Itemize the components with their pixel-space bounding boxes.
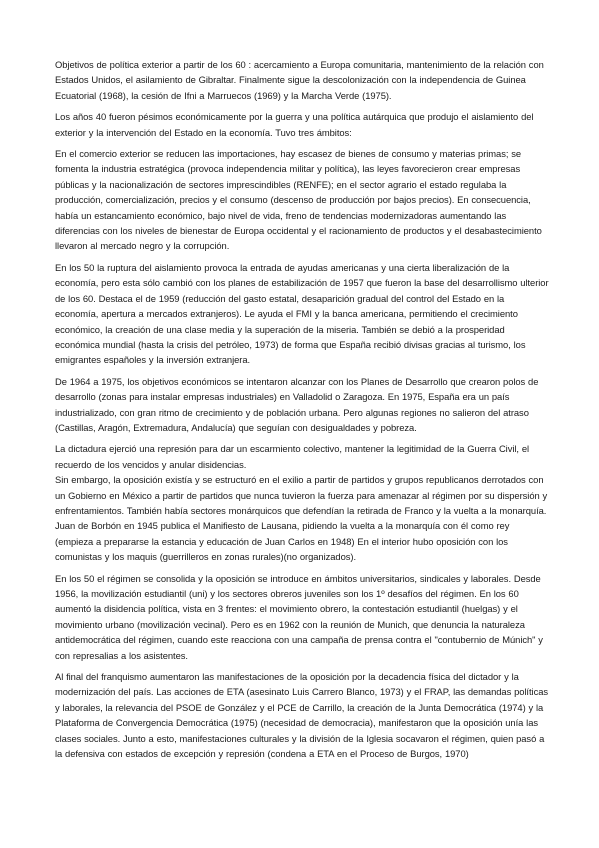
paragraph-opposition-exile: Sin embargo, la oposición existía y se estructuró en el exilio a partir de partidos y grupos republicanos derrotados con un Gobierno en México a partir de partidos que nunca tuvieron la fuerza para amenazar al régimen por su dispersión y enfrentamientos. También había sectores monárquicos que defendían la retirada de Franco y la vuelta a la monarquía. Juan de Borbón en 1945 publica el Manifiesto de Lausana, pidiendo la vuelta a la monarquía con él como rey (empieza a prepararse la estancia y educación de Juan Carlos en 1948) En el interior hubo oposición con los comunistas y los maquis (guerrilleros en zonas rurales)(no organizados).	[55, 474, 548, 563]
paragraph-late-francoism: Al final del franquismo aumentaron las manifestaciones de la oposición por la decadencia física del dictador y la modernización del país. Las acciones de ETA (asesinato Luis Carrero Blanco, 1973) y el FRAP, las demandas políticas y laborales, la relevancia del PSOE de González y el PCE de Carrillo, la creación de la Junta Democrática (1974) y la Plataforma de Convergencia Democrática (1975) (necesidad de democracia), manifestaron que la oposición unía las clases sociales. Junto a esto, manifestaciones culturales y la división de la Iglesia socavaron el régimen, quien pasó a la defensiva con estados de excepción y represión (condena a ETA en el Proceso de Burgos, 1970)	[55, 671, 549, 760]
paragraph-fifties-stabilization: En los 50 la ruptura del aislamiento provoca la entrada de ayudas americanas y una cierta liberalización de la economía, pero esta sólo cambió con los planes de estabilización de 1957 que fueron la base del desarrollismo ulterior de los 60. Destaca el de 1959 (reducción del gasto estatal, desaparición gradual del control del Estado en la economía, apertura a mercados extranjeros). Le ayuda el FMI y la banca americana, permitiendo el crecimiento económico, la creación de una clase media y la superación de la miseria. También se debió a la prosperidad económica mundial (hasta la crisis del petróleo, 1973) de forma que España recibió divisas gracias al turismo, los emigrantes españoles y la inversión extranjera.	[55, 261, 549, 366]
paragraph-foreign-policy: Objetivos de política exterior a partir de los 60 : acercamiento a Europa comunitaria, mantenimiento de la relación con Estados Unidos, el asilamiento de Gibraltar. Finalmente sigue la descolonización con la independencia de Guinea Ecuatorial (1968), la cesión de Ifni a Marruecos (1969) y la Marcha Verde (1975).	[55, 59, 544, 101]
paragraph-trade-industry-agriculture: En el comercio exterior se reducen las importaciones, hay escasez de bienes de consumo y materias primas; se fomenta la industria estratégica (provoca independencia militar y política), las leyes favorecieron crear empresas públicas y la nacionalización de sectores imprescindibles (RENFE); en el sector agrario el estado regulaba la producción, comercialización, precios y el consumo (descenso de producción por bajos precios). En consecuencia, había un estancamiento económico, bajo nivel de vida, freno de tendencias modernizadoras aumentando las diferencias con los niveles de bienestar de Europa occidental y el racionamiento de productos y el desabastecimiento llevaron al mercado negro y la corrupción.	[55, 148, 542, 252]
paragraph-opposition-fifties-sixties: En los 50 el régimen se consolida y la oposición se introduce en ámbitos universitarios, sindicales y laborales. Desde 1956, la movilización estudiantil (uni) y los sectores obreros juveniles son los 1º desafíos del régimen. En los 60 aumentó la disidencia política, vista en 3 frentes: el movimiento obrero, la contestación estudiantil (huelgas) y el movimiento urbano (movilización vecinal). Pero es en 1962 con la reunión de Munich, que denuncia la naturaleza antidemocrática del régimen, cuando este reacciona con una campaña de prensa contra el "contubernio de Múnich" y con represalias a los asistentes.	[55, 572, 543, 661]
paragraph-repression: La dictadura ejerció una represión para dar un escarmiento colectivo, mantener la legitimidad de la Guerra Civil, el recuerdo de los vencidos y anular disidencias.	[55, 443, 530, 470]
paragraph-development-plans: De 1964 a 1975, los objetivos económicos se intentaron alcanzar con los Planes de Desarrollo que crearon polos de desarrollo (zonas para instalar empresas industriales) en Valladolid o Zaragoza. En 1975, España era un país industrializado, con gran ritmo de crecimiento y de población urbana. Pero algunas regiones no salieron del atraso (Castillas, Aragón, Extremadura, Andalucía) que seguían con desigualdades y pobreza.	[55, 375, 539, 433]
paragraph-autarky-intro: Los años 40 fueron pésimos económicamente por la guerra y una política autárquica que produjo el aislamiento del exterior y la intervención del Estado en la economía. Tuvo tres ámbitos:	[55, 111, 534, 138]
